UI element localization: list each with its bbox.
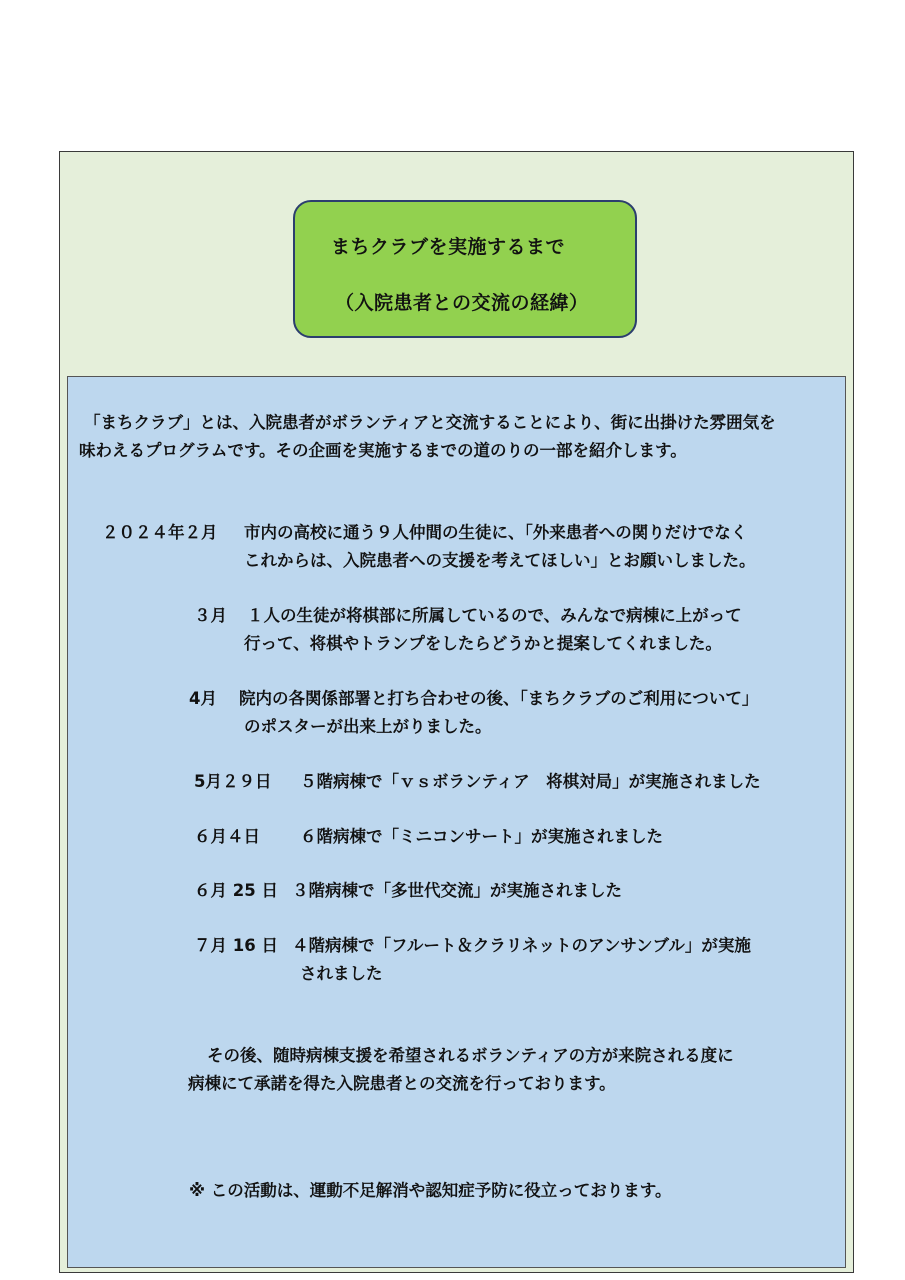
title-box	[293, 200, 637, 338]
timeline-date: ６月４日	[194, 827, 260, 846]
intro-line-1: 「まちクラブ」とは、入院患者がボランティアと交流することにより、街に出掛けた雰囲気を	[84, 413, 776, 432]
timeline-text: ５階病棟で「ｖｓボランティア 将棋対局」が実施されました	[300, 772, 761, 791]
timeline-text: ３階病棟で「多世代交流」が実施されました	[292, 881, 622, 900]
timeline-date: ３月	[194, 606, 227, 625]
timeline-text: １人の生徒が将棋部に所属しているので、みんなで病棟に上がって	[247, 606, 742, 625]
timeline-text: 行って、将棋やトランプをしたらどうかと提案してくれました。	[244, 634, 722, 653]
footnote: ※ この活動は、運動不足解消や認知症予防に役立っております。	[189, 1181, 672, 1200]
closing-line-1: その後、随時病棟支援を希望されるボランティアの方が来院される度に	[207, 1046, 734, 1065]
timeline-date: ６月 25 日	[194, 881, 278, 900]
timeline-text: されました	[300, 964, 383, 983]
timeline-text: これからは、入院患者への支援を考えてほしい」とお願いしました。	[244, 551, 756, 570]
content-box	[67, 376, 846, 1268]
timeline-date: ２０２４年２月	[102, 523, 218, 542]
title-line-2: （入院患者との交流の経緯）	[335, 292, 589, 314]
timeline-text: のポスターが出来上がりました。	[244, 717, 492, 736]
title-line-1: まちクラブを実施するまで	[331, 236, 566, 258]
closing-line-2: 病棟にて承諾を得た入院患者との交流を行っております。	[188, 1074, 616, 1093]
timeline-text: 院内の各関係部署と打ち合わせの後、「まちクラブのご利用について」	[239, 689, 759, 708]
timeline-text: ６階病棟で「ミニコンサート」が実施されました	[300, 827, 663, 846]
timeline-text: 市内の高校に通う９人仲間の生徒に、「外来患者への関りだけでなく	[244, 523, 748, 542]
intro-line-2: 味わえるプログラムです。その企画を実施するまでの道のりの一部を紹介します。	[79, 441, 687, 460]
timeline-date: 5月２９日	[194, 772, 272, 791]
timeline-text: ４階病棟で「フルート＆クラリネットのアンサンブル」が実施	[292, 936, 751, 955]
timeline-date: 4月	[189, 689, 217, 708]
timeline-date: ７月 16 日	[194, 936, 278, 955]
